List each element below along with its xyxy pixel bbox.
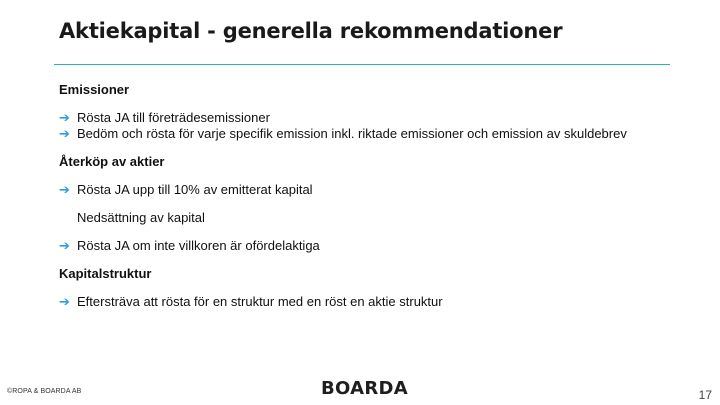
arrow-right-icon: ➔ (59, 294, 70, 309)
bullet-item (59, 238, 659, 254)
copyright-text: ©ROPA & BOARDA AB (7, 388, 82, 395)
bullet-text: Rösta JA om inte villkoren är ofördelaktiga (77, 238, 320, 253)
bullet-text: Eftersträva att rösta för en struktur med en röst en aktie struktur (77, 294, 443, 309)
bullet-text: Rösta JA upp till 10% av emitterat kapital (77, 182, 313, 197)
arrow-right-icon: ➔ (59, 238, 70, 253)
bullet-item (59, 294, 659, 310)
arrow-right-icon: ➔ (59, 110, 70, 125)
boarda-logo: BOARDA (321, 378, 409, 399)
section-heading-kapitalstruktur: Kapitalstruktur (59, 266, 152, 281)
title-divider (54, 64, 670, 65)
bullet-item (59, 182, 659, 198)
subheading-nedsattning: Nedsättning av kapital (77, 210, 205, 225)
arrow-right-icon: ➔ (59, 126, 70, 141)
section-heading-aterkop: Återköp av aktier (59, 154, 165, 169)
bullet-item (59, 110, 659, 126)
bullet-text: Rösta JA till företrädesemissioner (77, 110, 270, 125)
bullet-text: Bedöm och rösta för varje specifik emission inkl. riktade emissioner och emission av skuldebrev (77, 126, 627, 141)
arrow-right-icon: ➔ (59, 182, 70, 197)
bullet-item (59, 126, 659, 142)
slide-title: Aktiekapital - generella rekommendationer (59, 19, 563, 43)
section-heading-emissioner: Emissioner (59, 82, 130, 97)
slide-content (59, 82, 659, 310)
page-number: 17 (698, 388, 712, 402)
